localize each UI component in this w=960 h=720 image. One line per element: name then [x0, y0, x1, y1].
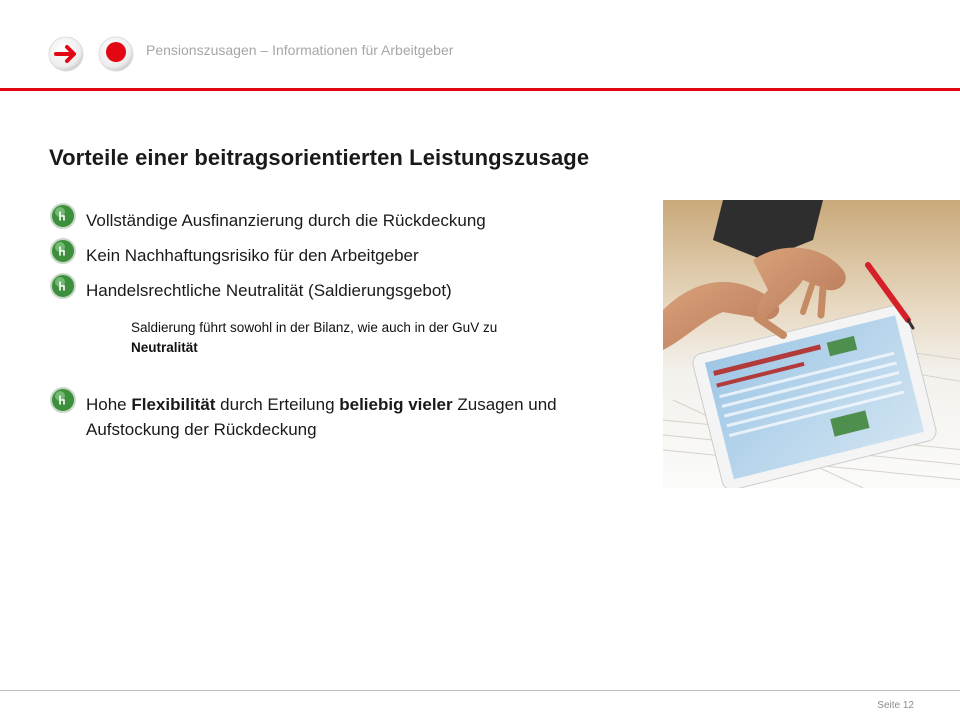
bullet-text: Handelsrechtliche Neutralität (Saldierungsgebot) [86, 281, 452, 300]
text-part: Zusagen und Aufstockung der Rückdeckung [86, 395, 557, 439]
text-part-bold: beliebig vieler [339, 395, 453, 414]
arrow-right-icon [49, 37, 83, 71]
text-part: durch Erteilung [215, 395, 340, 414]
photo-tablet-hands [663, 200, 960, 488]
footer-divider [0, 690, 960, 691]
green-bullet-icon [49, 202, 77, 230]
green-bullet-icon [49, 237, 77, 265]
text-part: Hohe [86, 395, 132, 414]
bullet-text: Kein Nachhaftungsrisiko für den Arbeitgeber [86, 246, 419, 265]
header-divider [0, 88, 960, 91]
header-text: Pensionszusagen – Informationen für Arbeitgeber [146, 42, 454, 58]
green-bullet-icon [49, 272, 77, 300]
logo [46, 34, 138, 74]
red-dot-icon [99, 37, 133, 71]
text-part-bold: Flexibilität [131, 395, 216, 414]
bullet-text [86, 392, 646, 442]
sub-note-bold: Neutralität [131, 340, 198, 355]
green-bullet-icon [49, 386, 77, 414]
sub-note [131, 318, 651, 358]
page-number: Seite 12 [877, 700, 914, 711]
page-title: Vorteile einer beitragsorientierten Leistungszusage [49, 145, 590, 170]
bullet-text: Vollständige Ausfinanzierung durch die Rückdeckung [86, 211, 486, 230]
sub-note-text: Saldierung führt sowohl in der Bilanz, wie auch in der GuV zu [131, 320, 498, 335]
